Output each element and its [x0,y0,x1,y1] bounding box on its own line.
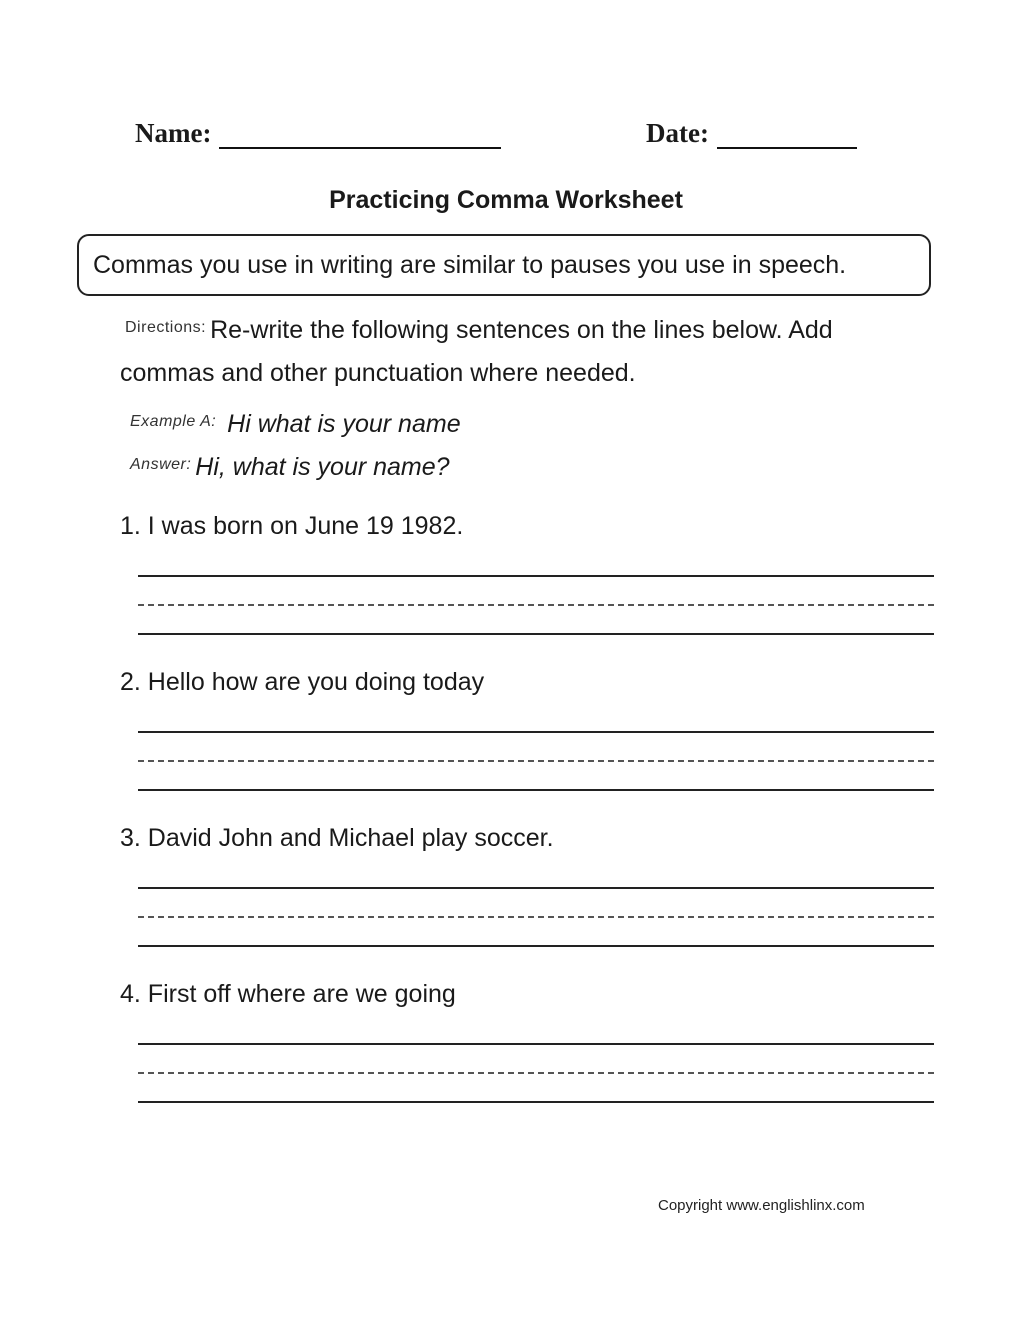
writing-lines-1[interactable] [138,575,934,637]
name-blank-line[interactable] [219,121,501,149]
date-label: Date: [646,118,709,148]
solid-line [138,789,934,791]
solid-line [138,633,934,635]
dashed-line [138,1072,934,1074]
date-field [646,118,857,149]
tip-box [77,234,931,296]
solid-line [138,731,934,733]
dashed-line [138,760,934,762]
example-sentence: Hi what is your name [227,410,461,438]
example-label: Example A: [130,413,217,430]
name-field [135,118,501,149]
question-2: 2. Hello how are you doing today [120,668,485,696]
directions-label: Directions: [125,319,207,336]
solid-line [138,1043,934,1045]
question-3: 3. David John and Michael play soccer. [120,824,554,852]
writing-lines-3[interactable] [138,887,934,949]
solid-line [138,1101,934,1103]
directions [120,306,880,395]
example-a [130,410,461,439]
date-blank-line[interactable] [717,121,857,149]
solid-line [138,575,934,577]
tip-text: Commas you use in writing are similar to pauses you use in speech. [93,250,847,279]
worksheet-title: Practicing Comma Worksheet [329,186,683,214]
directions-text: Re-write the following sentences on the lines below. Add commas and other punctuation where needed. [120,316,833,387]
dashed-line [138,604,934,606]
solid-line [138,945,934,947]
example-answer [130,453,450,482]
question-4: 4. First off where are we going [120,980,456,1008]
name-label: Name: [135,118,212,148]
writing-lines-2[interactable] [138,731,934,793]
solid-line [138,887,934,889]
answer-label: Answer: [130,456,192,473]
dashed-line [138,916,934,918]
writing-lines-4[interactable] [138,1043,934,1105]
copyright-notice: Copyright www.englishlinx.com [658,1197,865,1214]
question-1: 1. I was born on June 19 1982. [120,512,464,540]
answer-sentence: Hi, what is your name? [195,453,450,481]
